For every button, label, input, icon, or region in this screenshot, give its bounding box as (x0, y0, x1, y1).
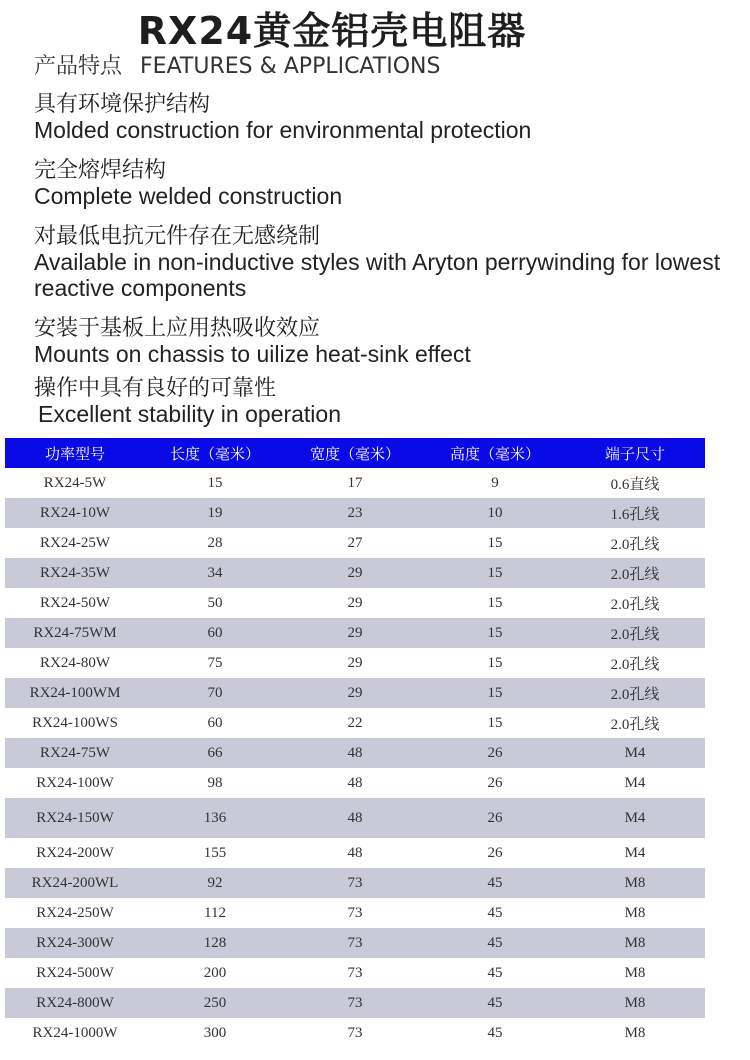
cell-width: 48 (347, 844, 363, 861)
cell-model: RX24-300W (5, 928, 145, 958)
cell-height: 45 (425, 988, 565, 1018)
cell-terminal: 1.6孔线 (565, 498, 705, 528)
table-row (5, 648, 705, 678)
cell-terminal: M8 (565, 868, 705, 898)
cell-height: 45 (487, 964, 503, 981)
table-row (5, 528, 705, 558)
cell-height: 26 (425, 798, 565, 838)
cell-terminal: 2.0孔线 (610, 656, 660, 673)
features-heading-en: FEATURES & APPLICATIONS (140, 54, 441, 79)
cell-model: RX24-25W (40, 534, 110, 551)
feature-cn: 安装于基板上应用热吸收效应 (34, 316, 321, 341)
feature-item (34, 158, 734, 209)
feature-cn: 具有环境保护结构 (34, 92, 211, 117)
page-title: RX24黄金铝壳电阻器 (137, 9, 527, 53)
cell-model: RX24-150W (5, 798, 145, 838)
features-heading (34, 52, 440, 82)
table-row (5, 708, 705, 738)
feature-en: Available in non-inductive styles with Aryton perrywinding for lowest reactive components (34, 249, 721, 301)
cell-width: 73 (285, 928, 425, 958)
table-row (5, 618, 705, 648)
cell-height: 45 (487, 1024, 503, 1041)
header-length: 长度（毫米） (145, 438, 285, 468)
cell-model: RX24-500W (36, 964, 114, 981)
cell-length: 70 (145, 678, 285, 708)
cell-width: 48 (285, 798, 425, 838)
cell-terminal: 2.0孔线 (565, 618, 705, 648)
cell-length: 60 (207, 714, 223, 731)
cell-width: 29 (347, 654, 363, 671)
table-row (5, 798, 705, 838)
cell-terminal: M4 (565, 738, 705, 768)
cell-height: 15 (487, 534, 503, 551)
cell-length: 98 (207, 774, 223, 791)
cell-terminal: M8 (624, 964, 646, 981)
cell-width: 29 (285, 558, 425, 588)
cell-length: 60 (145, 618, 285, 648)
cell-width: 48 (285, 738, 425, 768)
cell-terminal: 0.6直线 (610, 476, 660, 493)
feature-en: Mounts on chassis to uilize heat-sink effect (34, 341, 471, 367)
cell-terminal: M4 (624, 844, 646, 861)
cell-height: 45 (425, 868, 565, 898)
cell-height: 45 (487, 904, 503, 921)
cell-width: 29 (285, 618, 425, 648)
table-row (5, 738, 705, 768)
cell-model: RX24-100WS (32, 714, 118, 731)
cell-model: RX24-50W (40, 594, 110, 611)
feature-item (34, 376, 734, 427)
cell-model: RX24-1000W (32, 1024, 118, 1041)
table-row (5, 988, 705, 1018)
header-width: 宽度（毫米） (285, 438, 425, 468)
cell-model: RX24-800W (5, 988, 145, 1018)
cell-terminal: M8 (624, 904, 646, 921)
feature-item (34, 316, 734, 367)
table-row (5, 868, 705, 898)
cell-terminal: 2.0孔线 (610, 536, 660, 553)
cell-length: 75 (207, 654, 223, 671)
cell-width: 73 (285, 868, 425, 898)
cell-model: RX24-100W (36, 774, 114, 791)
cell-model: RX24-5W (43, 474, 107, 491)
cell-length: 155 (203, 844, 227, 861)
features-heading-cn: 产品特点 (34, 54, 123, 79)
cell-length: 112 (204, 904, 226, 921)
feature-en: Molded construction for environmental protection (34, 117, 532, 143)
spec-table (5, 438, 705, 1048)
cell-terminal: M4 (624, 774, 646, 791)
cell-length: 136 (145, 798, 285, 838)
cell-length: 28 (207, 534, 223, 551)
cell-height: 26 (487, 774, 503, 791)
cell-width: 48 (347, 774, 363, 791)
cell-terminal: M8 (624, 1024, 646, 1041)
cell-length: 250 (145, 988, 285, 1018)
cell-model: RX24-80W (40, 654, 110, 671)
table-row (5, 958, 705, 988)
cell-width: 27 (347, 534, 363, 551)
cell-height: 15 (425, 618, 565, 648)
cell-terminal: M8 (565, 988, 705, 1018)
cell-length: 128 (145, 928, 285, 958)
cell-model: RX24-10W (5, 498, 145, 528)
cell-height: 15 (425, 558, 565, 588)
feature-en: Complete welded construction (34, 183, 343, 209)
cell-height: 9 (491, 474, 499, 491)
cell-height: 10 (425, 498, 565, 528)
cell-model: RX24-200WL (5, 868, 145, 898)
cell-height: 15 (487, 714, 503, 731)
cell-width: 23 (285, 498, 425, 528)
cell-terminal: M8 (565, 928, 705, 958)
table-body (5, 468, 705, 1048)
cell-length: 92 (145, 868, 285, 898)
table-row (5, 468, 705, 498)
cell-length: 15 (207, 474, 223, 491)
cell-terminal: 2.0孔线 (610, 596, 660, 613)
table-row (5, 588, 705, 618)
cell-model: RX24-100WM (5, 678, 145, 708)
cell-width: 29 (285, 678, 425, 708)
cell-model: RX24-200W (36, 844, 114, 861)
cell-height: 26 (487, 844, 503, 861)
cell-terminal: 2.0孔线 (610, 716, 660, 733)
cell-model: RX24-75WM (5, 618, 145, 648)
feature-item (34, 92, 734, 143)
feature-item (34, 224, 734, 301)
cell-terminal: 2.0孔线 (565, 678, 705, 708)
table-row (5, 498, 705, 528)
cell-length: 300 (203, 1024, 227, 1041)
header-model: 功率型号 (5, 438, 145, 468)
cell-terminal: 2.0孔线 (565, 558, 705, 588)
cell-length: 19 (145, 498, 285, 528)
feature-cn: 对最低电抗元件存在无感绕制 (34, 224, 321, 249)
cell-width: 29 (347, 594, 363, 611)
cell-width: 73 (347, 1024, 363, 1041)
table-row (5, 928, 705, 958)
cell-width: 22 (347, 714, 363, 731)
feature-cn: 完全熔焊结构 (34, 158, 167, 183)
table-row (5, 1018, 705, 1048)
cell-length: 34 (145, 558, 285, 588)
cell-height: 15 (425, 678, 565, 708)
cell-model: RX24-75W (5, 738, 145, 768)
cell-terminal: M4 (565, 798, 705, 838)
table-row (5, 678, 705, 708)
feature-en: Excellent stability in operation (38, 401, 341, 427)
cell-height: 15 (487, 654, 503, 671)
header-terminal: 端子尺寸 (565, 438, 705, 468)
cell-model: RX24-35W (5, 558, 145, 588)
cell-width: 17 (347, 474, 363, 491)
cell-length: 50 (207, 594, 223, 611)
cell-width: 73 (347, 964, 363, 981)
table-row (5, 838, 705, 868)
cell-height: 26 (425, 738, 565, 768)
cell-height: 15 (487, 594, 503, 611)
feature-cn: 操作中具有良好的可靠性 (34, 376, 277, 401)
cell-length: 66 (145, 738, 285, 768)
cell-model: RX24-250W (36, 904, 114, 921)
table-header-row (5, 438, 705, 468)
header-height: 高度（毫米） (425, 438, 565, 468)
cell-length: 200 (203, 964, 227, 981)
cell-width: 73 (285, 988, 425, 1018)
table-row (5, 558, 705, 588)
cell-width: 73 (347, 904, 363, 921)
cell-height: 45 (425, 928, 565, 958)
table-row (5, 768, 705, 798)
table-row (5, 898, 705, 928)
